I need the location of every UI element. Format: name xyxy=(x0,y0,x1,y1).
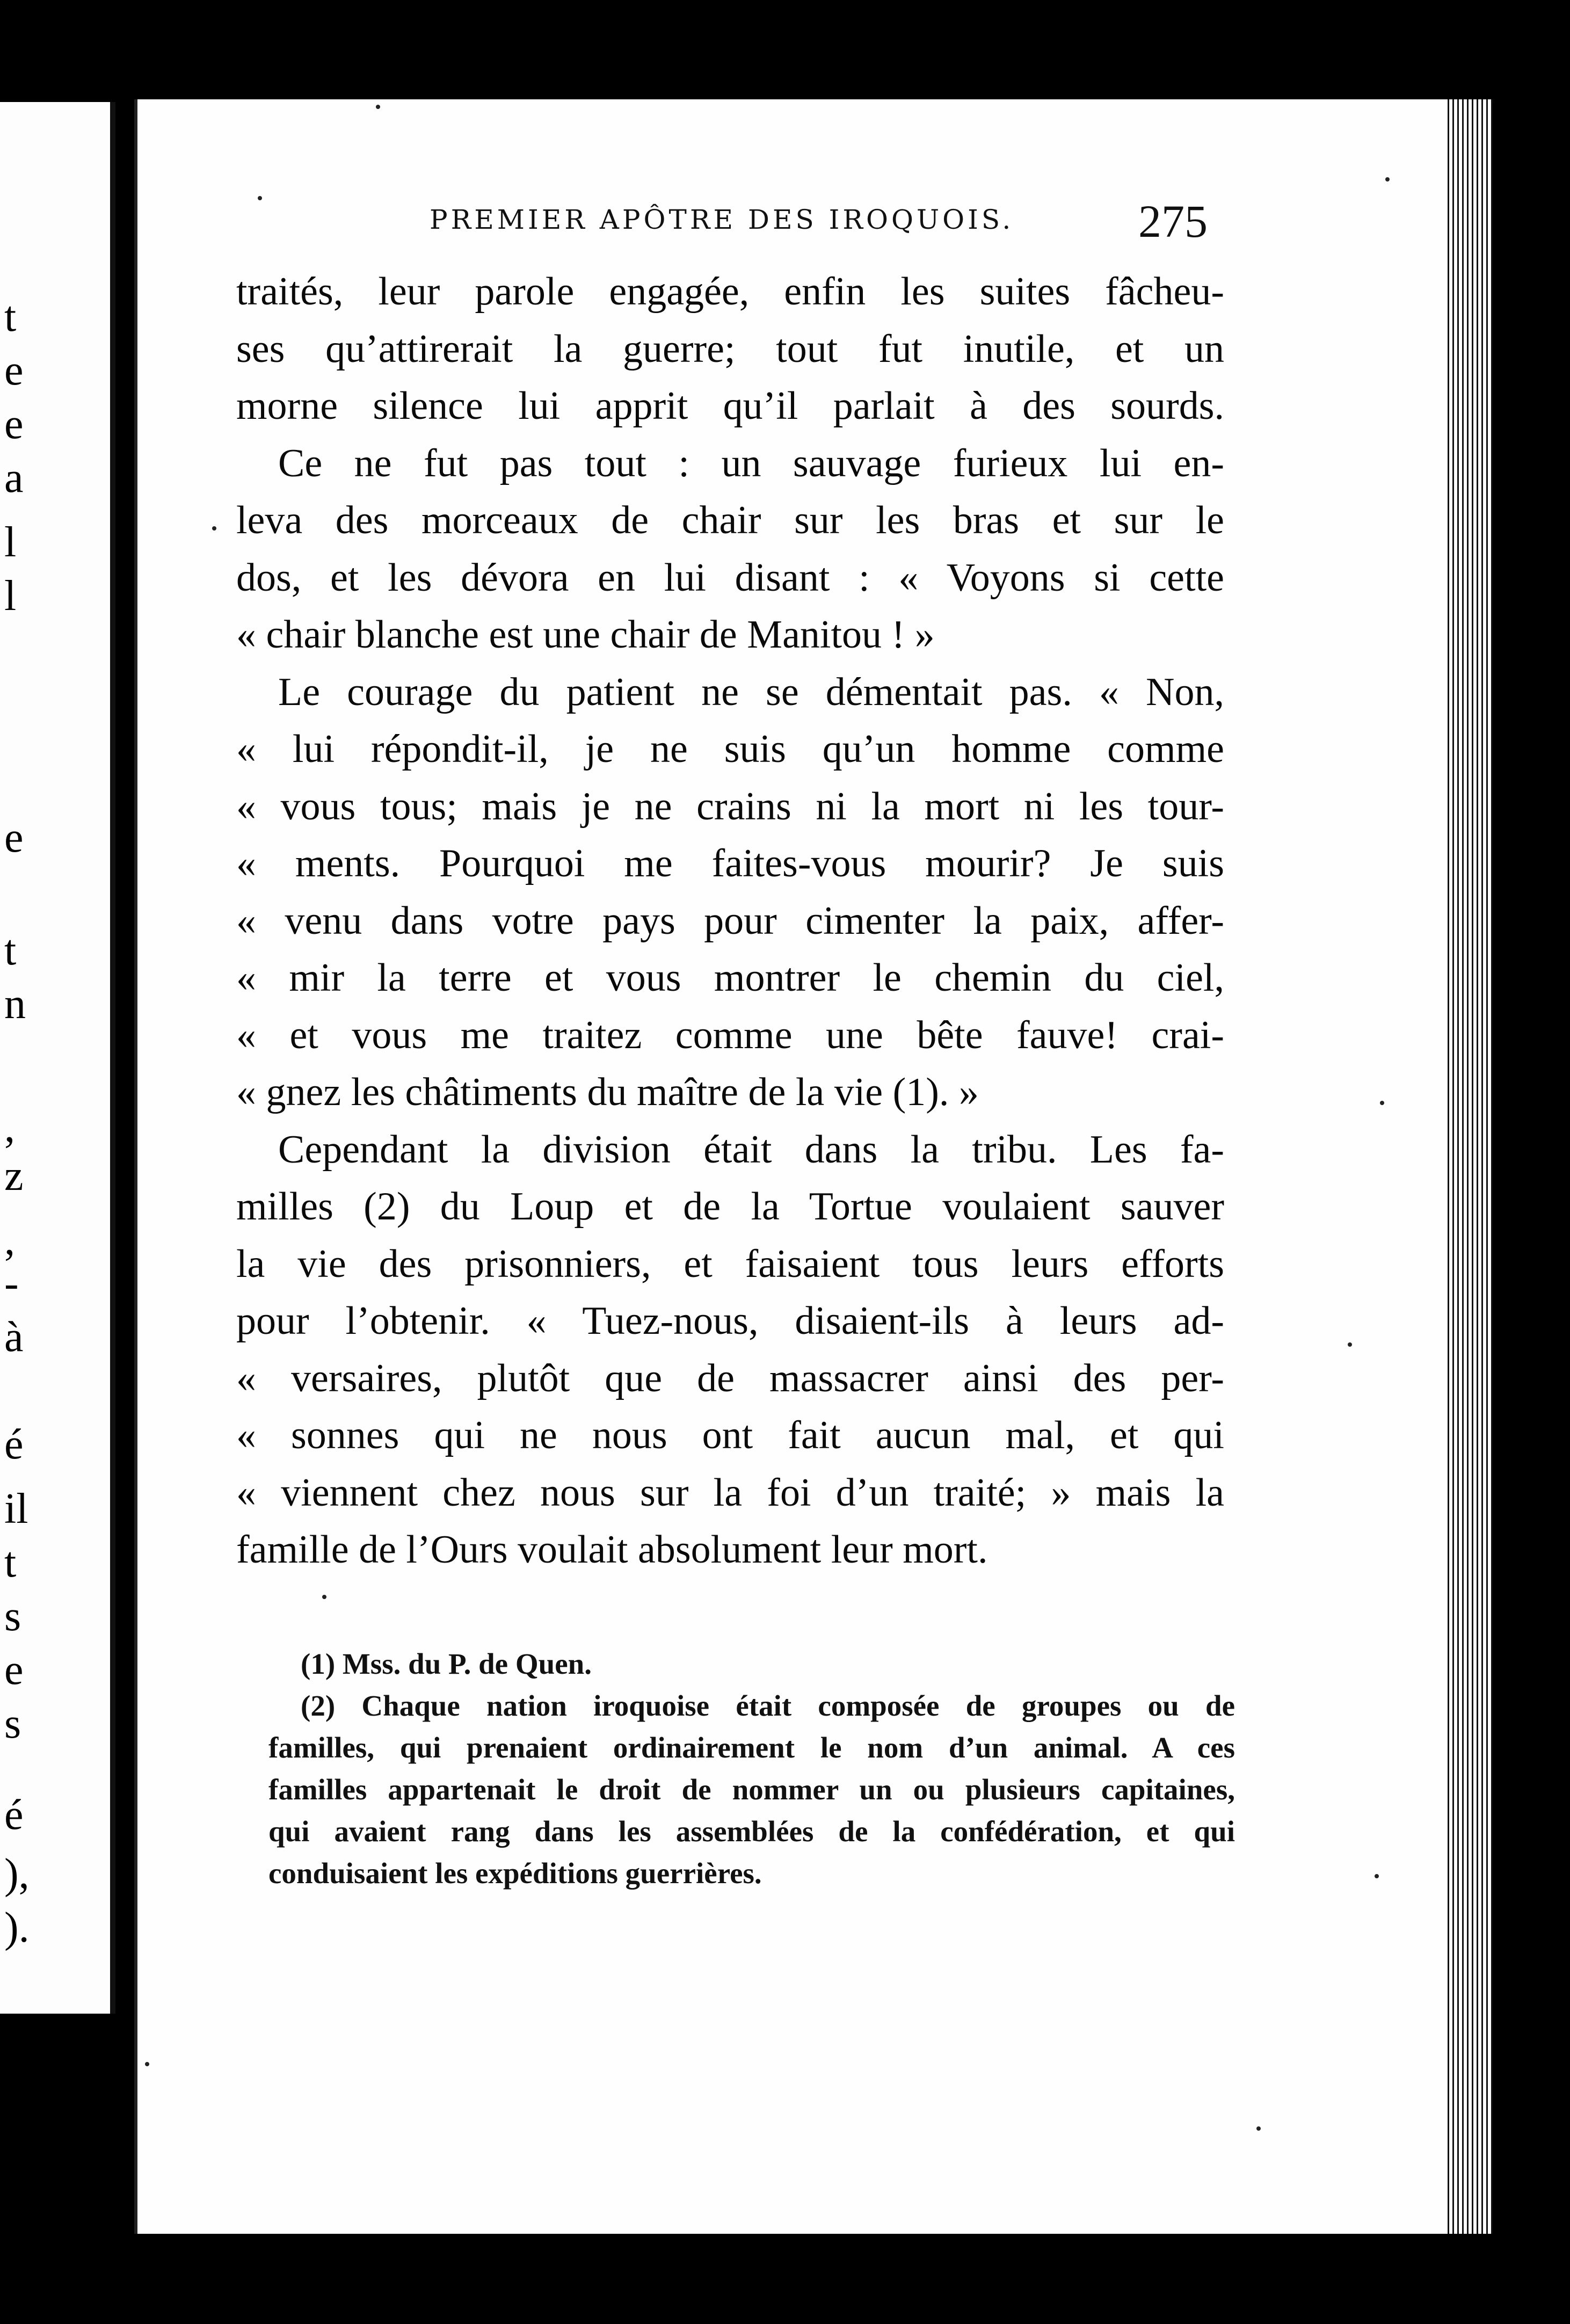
text-line: « vous tous; mais je ne crains ni la mort ni les tour- xyxy=(236,784,1224,829)
scan-speck xyxy=(1348,1342,1352,1347)
text-line: « viennent chez nous sur la foi d’un traité; » mais la xyxy=(236,1470,1224,1515)
facing-page-char: t xyxy=(4,293,17,340)
facing-page-char: ). xyxy=(4,1904,30,1951)
facing-page-char: , xyxy=(4,1104,15,1151)
facing-page-char: e xyxy=(4,401,24,448)
footnote-line: conduisaient les expéditions guerrières. xyxy=(268,1857,762,1890)
text-line: « mir la terre et vous montrer le chemin du ciel, xyxy=(236,956,1224,1000)
facing-page-char: , xyxy=(4,1217,15,1264)
page-number: 275 xyxy=(1138,195,1208,247)
footnotes xyxy=(268,1643,1235,1894)
text-line: « venu dans votre pays pour cimenter la paix, affer- xyxy=(236,898,1224,943)
text-line: « ments. Pourquoi me faites-vous mourir? Je suis xyxy=(236,841,1224,885)
page-edge-stack xyxy=(1444,99,1493,2234)
text-line: morne silence lui apprit qu’il parlait à des sourds. xyxy=(236,384,1224,428)
facing-page-char: é xyxy=(4,1421,24,1468)
facing-page-char: é xyxy=(4,1791,24,1839)
text-line: traités, leur parole engagée, enfin les suites fâcheu- xyxy=(236,270,1224,314)
text-line: leva des morceaux de chair sur les bras et sur le xyxy=(236,498,1224,542)
text-line: Le courage du patient ne se démentait pas. « Non, xyxy=(278,670,1224,714)
facing-page-char: l xyxy=(4,519,17,566)
facing-page-char: t xyxy=(4,1539,17,1586)
footnote-line: qui avaient rang dans les assemblées de la confédération, et qui xyxy=(268,1815,1235,1848)
facing-page-char: e xyxy=(4,814,24,861)
facing-page-char: ), xyxy=(4,1850,30,1898)
scan-speck xyxy=(1385,177,1390,181)
text-line: « et vous me traitez comme une bête fauve! crai- xyxy=(236,1013,1224,1057)
text-line: Ce ne fut pas tout : un sauvage furieux lui en- xyxy=(278,441,1224,485)
text-line: la vie des prisonniers, et faisaient tous leurs efforts xyxy=(236,1241,1224,1286)
scan-speck xyxy=(376,105,380,109)
text-line: « gnez les châtiments du maître de la vie (1). » xyxy=(236,1070,979,1114)
footnote-line: (2) Chaque nation iroquoise était composée de groupes ou de xyxy=(301,1689,1235,1722)
text-line: « chair blanche est une chair de Manitou ! » xyxy=(236,613,935,657)
facing-page-char: t xyxy=(4,927,17,974)
facing-page-char: l xyxy=(4,572,17,620)
scan-speck xyxy=(258,196,262,200)
facing-page-char: - xyxy=(4,1260,19,1307)
facing-page-char: a xyxy=(4,454,24,502)
text-line: famille de l’Ours voulait absolument leur mort. xyxy=(236,1528,988,1572)
scan-speck xyxy=(1256,2126,1261,2131)
text-line: pour l’obtenir. « Tuez-nous, disaient-ils à leurs ad- xyxy=(236,1299,1224,1343)
text-line: ses qu’attirerait la guerre; tout fut inutile, et un xyxy=(236,326,1224,371)
page-gutter xyxy=(110,102,115,2014)
text-line: Cependant la division était dans la tribu. Les fa- xyxy=(278,1127,1224,1172)
footnote-line: familles, qui prenaient ordinairement le nom d’un animal. A ces xyxy=(268,1731,1235,1764)
facing-page-fragment xyxy=(0,102,115,2014)
body-text xyxy=(236,263,1224,1579)
facing-page-char: e xyxy=(4,1646,24,1694)
facing-page-char: z xyxy=(4,1152,24,1200)
facing-page-char: à xyxy=(4,1313,24,1361)
text-line: « sonnes qui ne nous ont fait aucun mal, et qui xyxy=(236,1413,1224,1457)
facing-page-char: e xyxy=(4,347,24,394)
scan-speck xyxy=(145,2062,149,2066)
text-line: milles (2) du Loup et de la Tortue voulaient sauver xyxy=(236,1185,1224,1229)
running-head: PREMIER APÔTRE DES IROQUOIS. xyxy=(430,204,1014,235)
footnote-line: (1) Mss. du P. de Quen. xyxy=(301,1647,592,1680)
facing-page-char: il xyxy=(4,1485,28,1533)
scan-speck xyxy=(212,526,216,531)
text-line: « lui répondit-il, je ne suis qu’un homme comme xyxy=(236,727,1224,771)
facing-page-char: s xyxy=(4,1700,21,1747)
facing-page-char: s xyxy=(4,1593,21,1640)
footnote-line: familles appartenait le droit de nommer un ou plusieurs capitaines, xyxy=(268,1773,1235,1806)
text-line: dos, et les dévora en lui disant : « Voyons si cette xyxy=(236,555,1224,600)
text-line: « versaires, plutôt que de massacrer ainsi des per- xyxy=(236,1356,1224,1400)
scan-speck xyxy=(322,1595,326,1599)
scan-speck xyxy=(1380,1101,1384,1105)
facing-page-char: n xyxy=(4,981,26,1028)
scan-speck xyxy=(1375,1874,1379,1878)
